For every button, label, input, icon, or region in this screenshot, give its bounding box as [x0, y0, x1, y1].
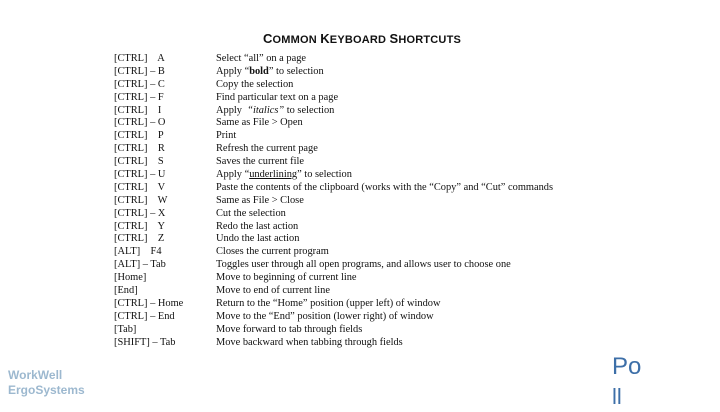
shortcut-description	[216, 105, 614, 118]
shortcut-key: [Home]	[114, 272, 147, 284]
shortcut-description	[216, 66, 614, 79]
description-suffix: ” to selection	[297, 169, 352, 181]
shortcut-row	[114, 285, 614, 298]
shortcut-description: Move to the “End” position (lower right) of window	[216, 310, 434, 322]
shortcut-key: [End]	[114, 285, 138, 297]
shortcut-row	[114, 182, 614, 195]
shortcut-description: Return to the “Home” position (upper left) of window	[216, 297, 441, 309]
italic-word: “italics”	[247, 104, 285, 116]
shortcut-description: Undo the last action	[216, 233, 300, 245]
shortcut-key: [CTRL] – X	[114, 207, 166, 219]
shortcut-row	[114, 143, 614, 156]
bold-word: bold	[249, 65, 269, 77]
shortcut-row	[114, 105, 614, 118]
shortcut-description: Same as File > Close	[216, 194, 304, 206]
shortcut-row	[114, 272, 614, 285]
logo-line-2: ErgoSystems	[8, 383, 85, 397]
shortcut-row	[114, 337, 614, 350]
shortcut-key: [CTRL] A	[114, 53, 165, 64]
description-prefix: Apply	[216, 104, 248, 116]
shortcut-description: Paste the contents of the clipboard (works with the “Copy” and “Cut” commands	[216, 181, 554, 193]
shortcut-description: Move forward to tab through fields	[216, 323, 363, 335]
shortcut-row	[114, 246, 614, 259]
shortcut-description: Move to end of current line	[216, 285, 330, 297]
shortcut-description: Cut the selection	[216, 207, 286, 219]
shortcut-description: Toggles user through all open programs, and allows user to choose one	[216, 259, 511, 271]
shortcut-description: Print	[216, 130, 237, 142]
shortcut-key: [ALT] – Tab	[114, 259, 166, 271]
shortcut-key: [CTRL] W	[114, 194, 168, 206]
company-logo	[8, 368, 85, 398]
shortcut-description: Copy the selection	[216, 78, 294, 90]
shortcut-row	[114, 221, 614, 234]
title-word: OMMON	[272, 34, 321, 46]
shortcut-key: [CTRL] – B	[114, 65, 165, 77]
shortcut-key: [CTRL] – End	[114, 310, 175, 322]
title-initial: K	[320, 31, 330, 46]
shortcut-description: Select “all” on a page	[216, 53, 307, 64]
shortcut-key: [Tab]	[114, 323, 137, 335]
page-title	[2, 31, 720, 46]
shortcut-key: [SHIFT] – Tab	[114, 336, 176, 348]
logo-line-1: WorkWell	[8, 368, 63, 382]
shortcut-key: [CTRL] – U	[114, 169, 166, 181]
shortcut-description: Saves the current file	[216, 156, 304, 168]
title-initial: S	[389, 31, 399, 46]
shortcut-key: [ALT] F4	[114, 246, 162, 258]
shortcut-description: Refresh the current page	[216, 143, 318, 155]
corner-text	[612, 352, 641, 412]
shortcut-description: Closes the current program	[216, 246, 329, 258]
shortcut-row	[114, 195, 614, 208]
description-prefix: Apply “	[216, 169, 250, 181]
shortcut-description: Move to beginning of current line	[216, 272, 357, 284]
shortcut-row	[114, 66, 614, 79]
shortcut-description	[216, 169, 614, 182]
shortcut-row	[114, 92, 614, 105]
title-initial: C	[262, 31, 273, 46]
shortcut-row	[114, 259, 614, 272]
shortcut-row	[114, 79, 614, 92]
shortcut-description: Redo the last action	[216, 220, 299, 232]
shortcut-row	[114, 53, 614, 66]
shortcut-description: Find particular text on a page	[216, 91, 339, 103]
shortcut-row	[114, 208, 614, 221]
corner-text-line-2: ll	[612, 384, 622, 409]
shortcut-key: [CTRL] – F	[114, 91, 164, 103]
shortcut-table	[114, 53, 614, 349]
shortcut-row	[114, 233, 614, 246]
description-suffix: ” to selection	[268, 65, 324, 77]
shortcut-row	[114, 311, 614, 324]
shortcut-description: Move backward when tabbing through fields	[216, 336, 403, 348]
shortcut-key: [CTRL] I	[114, 104, 162, 116]
shortcut-key: [CTRL] Y	[114, 220, 165, 232]
shortcut-key: [CTRL] – C	[114, 78, 165, 90]
shortcut-key: [CTRL] P	[114, 130, 164, 142]
description-prefix: Apply “	[216, 65, 250, 77]
shortcut-row	[114, 298, 614, 311]
shortcut-row	[114, 324, 614, 337]
shortcut-row	[114, 169, 614, 182]
underlined-word: underlining	[249, 169, 298, 181]
shortcut-key: [CTRL] Z	[114, 233, 165, 245]
description-suffix: to selection	[284, 104, 335, 116]
shortcut-key: [CTRL] – O	[114, 117, 166, 129]
shortcut-key: [CTRL] S	[114, 156, 164, 168]
shortcut-description: Same as File > Open	[216, 117, 303, 129]
shortcut-row	[114, 130, 614, 143]
corner-text-line-1: Po	[612, 353, 642, 380]
title-word: EYBOARD	[329, 34, 390, 46]
shortcut-key: [CTRL] R	[114, 143, 165, 155]
shortcut-row	[114, 117, 614, 130]
shortcut-key: [CTRL] V	[114, 181, 166, 193]
title-word: HORTCUTS	[398, 34, 462, 46]
shortcut-key: [CTRL] – Home	[114, 297, 184, 309]
shortcut-row	[114, 156, 614, 169]
